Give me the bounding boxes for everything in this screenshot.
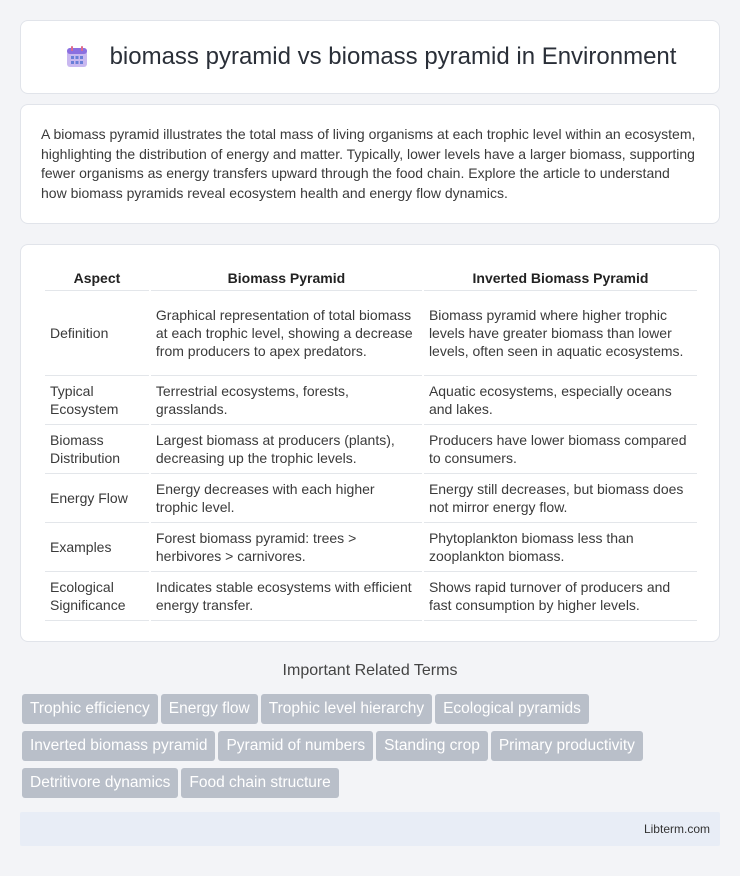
row-aspect: Typical Ecosystem [45, 376, 149, 425]
row-aspect: Ecological Significance [45, 572, 149, 621]
row-biomass: Indicates stable ecosystems with efficient energy transfer. [151, 572, 422, 621]
header-biomass-pyramid: Biomass Pyramid [151, 265, 422, 291]
table-row [45, 291, 697, 376]
row-inverted: Shows rapid turnover of producers and fast consumption by higher levels. [424, 572, 697, 621]
row-biomass: Forest biomass pyramid: trees > herbivores > carnivores. [151, 523, 422, 572]
row-inverted: Producers have lower biomass compared to consumers. [424, 425, 697, 474]
tag-ecological-pyramids[interactable]: Ecological pyramids [435, 694, 589, 724]
row-inverted: Energy still decreases, but biomass does not mirror energy flow. [424, 474, 697, 523]
header-card [20, 20, 720, 94]
tag-inverted-biomass-pyramid[interactable]: Inverted biomass pyramid [22, 731, 215, 761]
tag-food-chain-structure[interactable]: Food chain structure [181, 768, 338, 798]
footer-site-link[interactable]: Libterm.com [643, 822, 710, 836]
row-inverted: Phytoplankton biomass less than zooplankton biomass. [424, 523, 697, 572]
row-aspect: Definition [45, 291, 149, 376]
row-biomass: Energy decreases with each higher trophic level. [151, 474, 422, 523]
intro-card [20, 104, 720, 224]
row-aspect: Examples [45, 523, 149, 572]
tag-standing-crop[interactable]: Standing crop [376, 731, 488, 761]
footer [20, 812, 720, 846]
comparison-table-card [20, 244, 720, 642]
related-terms-list [22, 694, 722, 805]
tag-energy-flow[interactable]: Energy flow [161, 694, 258, 724]
row-inverted: Biomass pyramid where higher trophic levels have greater biomass than lower levels, often seen in aquatic ecosystems. [424, 291, 697, 376]
tag-primary-productivity[interactable]: Primary productivity [491, 731, 643, 761]
page-title: biomass pyramid vs biomass pyramid in Environment [109, 43, 677, 70]
header-aspect: Aspect [45, 265, 149, 291]
table-row [45, 474, 697, 523]
table-row [45, 572, 697, 621]
tag-trophic-level-hierarchy[interactable]: Trophic level hierarchy [261, 694, 432, 724]
table-header-row [45, 265, 697, 291]
tag-detritivore-dynamics[interactable]: Detritivore dynamics [22, 768, 178, 798]
row-biomass: Graphical representation of total biomass at each trophic level, showing a decrease from producers to apex predators. [151, 291, 422, 376]
tag-trophic-efficiency[interactable]: Trophic efficiency [22, 694, 158, 724]
table-row [45, 523, 697, 572]
header-inverted-biomass-pyramid: Inverted Biomass Pyramid [424, 265, 697, 291]
row-inverted: Aquatic ecosystems, especially oceans and lakes. [424, 376, 697, 425]
row-biomass: Largest biomass at producers (plants), decreasing up the trophic levels. [151, 425, 422, 474]
tag-pyramid-of-numbers[interactable]: Pyramid of numbers [218, 731, 373, 761]
row-biomass: Terrestrial ecosystems, forests, grasslands. [151, 376, 422, 425]
row-aspect: Energy Flow [45, 474, 149, 523]
table-row [45, 376, 697, 425]
table-row [45, 425, 697, 474]
intro-text: A biomass pyramid illustrates the total mass of living organisms at each trophic level within an ecosystem, highlighting the distribution of energy and matter. Typically, lower levels have a larger biomass, supporting fewer organisms as energy transfers upward through the food chain. Explore the article to understand how biomass pyramids reveal ecosystem health and energy flow dynamics. [41, 126, 696, 201]
comparison-table [43, 265, 699, 621]
related-terms-title: Important Related Terms [282, 662, 458, 679]
calendar-grid-icon [64, 44, 90, 70]
row-aspect: Biomass Distribution [45, 425, 149, 474]
